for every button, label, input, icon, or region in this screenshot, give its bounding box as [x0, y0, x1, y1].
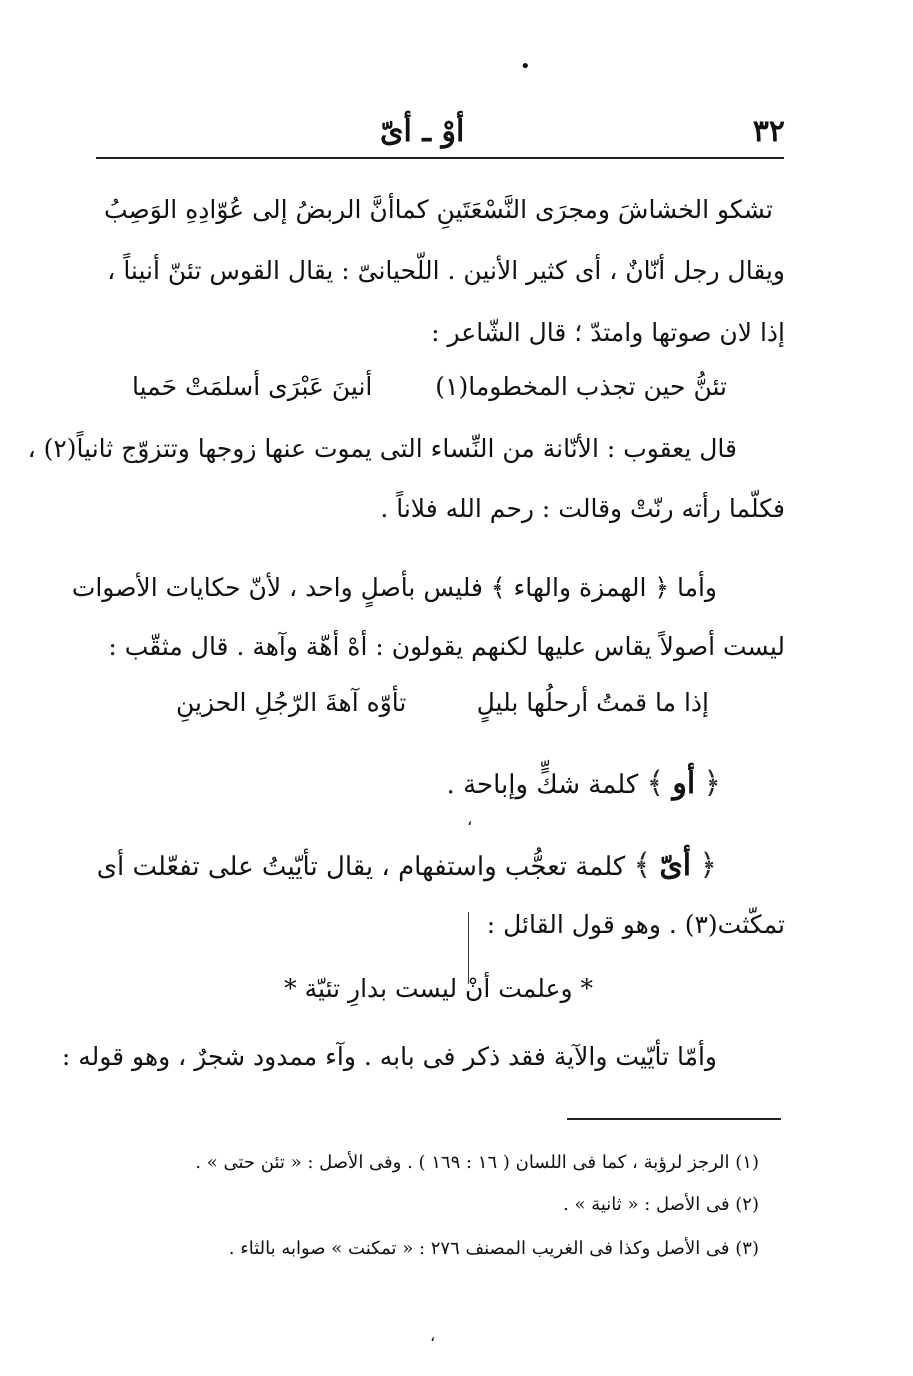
footnote-1: (١) الرجز لرؤبة ، كما فى اللسان ( ١٦ : ١٦٩ ) . وفى الأصل : « تئن حتى » .: [195, 1152, 759, 1173]
verse2-hemistich-left: أنينَ عَبْرَى أسلمَتْ حَميا: [132, 372, 373, 401]
verse3-hemistich-right: إذا ما قمتُ أرحلُها بليلٍ: [476, 688, 709, 717]
verse1-hemistich-left: أنَّ الربضُ إلى عُوّادِهِ الوَصِبُ: [104, 195, 395, 224]
verse4-line: * وعلمت أنْ ليست بدارِ تئيّة *: [284, 974, 593, 1003]
ornamental-bracket-open: ﴿: [703, 766, 721, 801]
ornamental-bracket-close: ﴾: [646, 766, 665, 801]
entry-ay-definition: كلمة تعجُّب واستفهام ، يقال تأيّيتُ على تفعّلت أى: [96, 852, 626, 882]
entry-ay: [97, 848, 717, 883]
footnote-2: (٢) فى الأصل : « ثانية » .: [563, 1194, 759, 1215]
ornamental-bracket-open: ﴿: [699, 848, 717, 883]
ornamental-bracket-close: ﴾: [633, 848, 652, 883]
entry-aw-definition: كلمة شكٍّ وإباحة .: [446, 770, 639, 800]
stray-mark: ،: [467, 810, 473, 829]
lemma-aw: أو: [672, 766, 696, 801]
text-line-1: ويقال رجل أنّانٌ ، أى كثير الأنين . اللّحيانىّ : يقال القوس تئنّ أنيناً ،: [107, 256, 785, 285]
running-head: أوْ ـ أىّ: [380, 114, 465, 149]
verse2-hemistich-right: تئنُّ حين تجذب المخطوما(١): [435, 372, 727, 401]
footnote-3: (٣) فى الأصل وكذا فى الغريب المصنف ٢٧٦ : « تمكنت » صوابه بالثاء .: [228, 1238, 759, 1259]
text-line-7: تمكّثت(٣) . وهو قول القائل :: [486, 910, 785, 939]
text-line-4: فكلّما رأته رنّتْ وقالت : رحم الله فلاناً .: [380, 494, 785, 523]
entry-aw: [447, 766, 721, 801]
text-line-3: قال يعقوب : الأنّانة من النِّساء التى يموت عنها زوجها وتتزوّج ثانياً(٢) ،: [27, 434, 737, 463]
verse1-hemistich-right: تشكو الخشاشَ ومجرَى النَّسْعَتَينِ كما: [394, 195, 773, 224]
text-line-2: إذا لان صوتها وامتدّ ؛ قال الشّاعر :: [431, 318, 785, 347]
bottom-mark: ،: [430, 1326, 436, 1345]
page-dot-mark: •: [520, 56, 531, 77]
text-line-6: ليست أصولاً يقاس عليها لكنهم يقولون : أهْ أهّة وآهة . قال مثقّب :: [108, 632, 785, 661]
footnote-rule: [567, 1118, 781, 1120]
header-rule: [96, 157, 784, 159]
text-line-5: وأما ﴿ الهمزة والهاء ﴾ فليس بأصلٍ واحد ، لأنّ حكايات الأصوات: [71, 573, 717, 602]
lemma-ay: أىّ: [659, 848, 692, 883]
text-line-8: وأمّا تأيّيت والآية فقد ذكر فى بابه . وآء ممدود شجرٌ ، وهو قوله :: [61, 1042, 717, 1071]
verse3-hemistich-left: تأوّه آهةَ الرّجُلِ الحزينِ: [176, 688, 407, 717]
page-number: ٣٢: [752, 114, 785, 149]
